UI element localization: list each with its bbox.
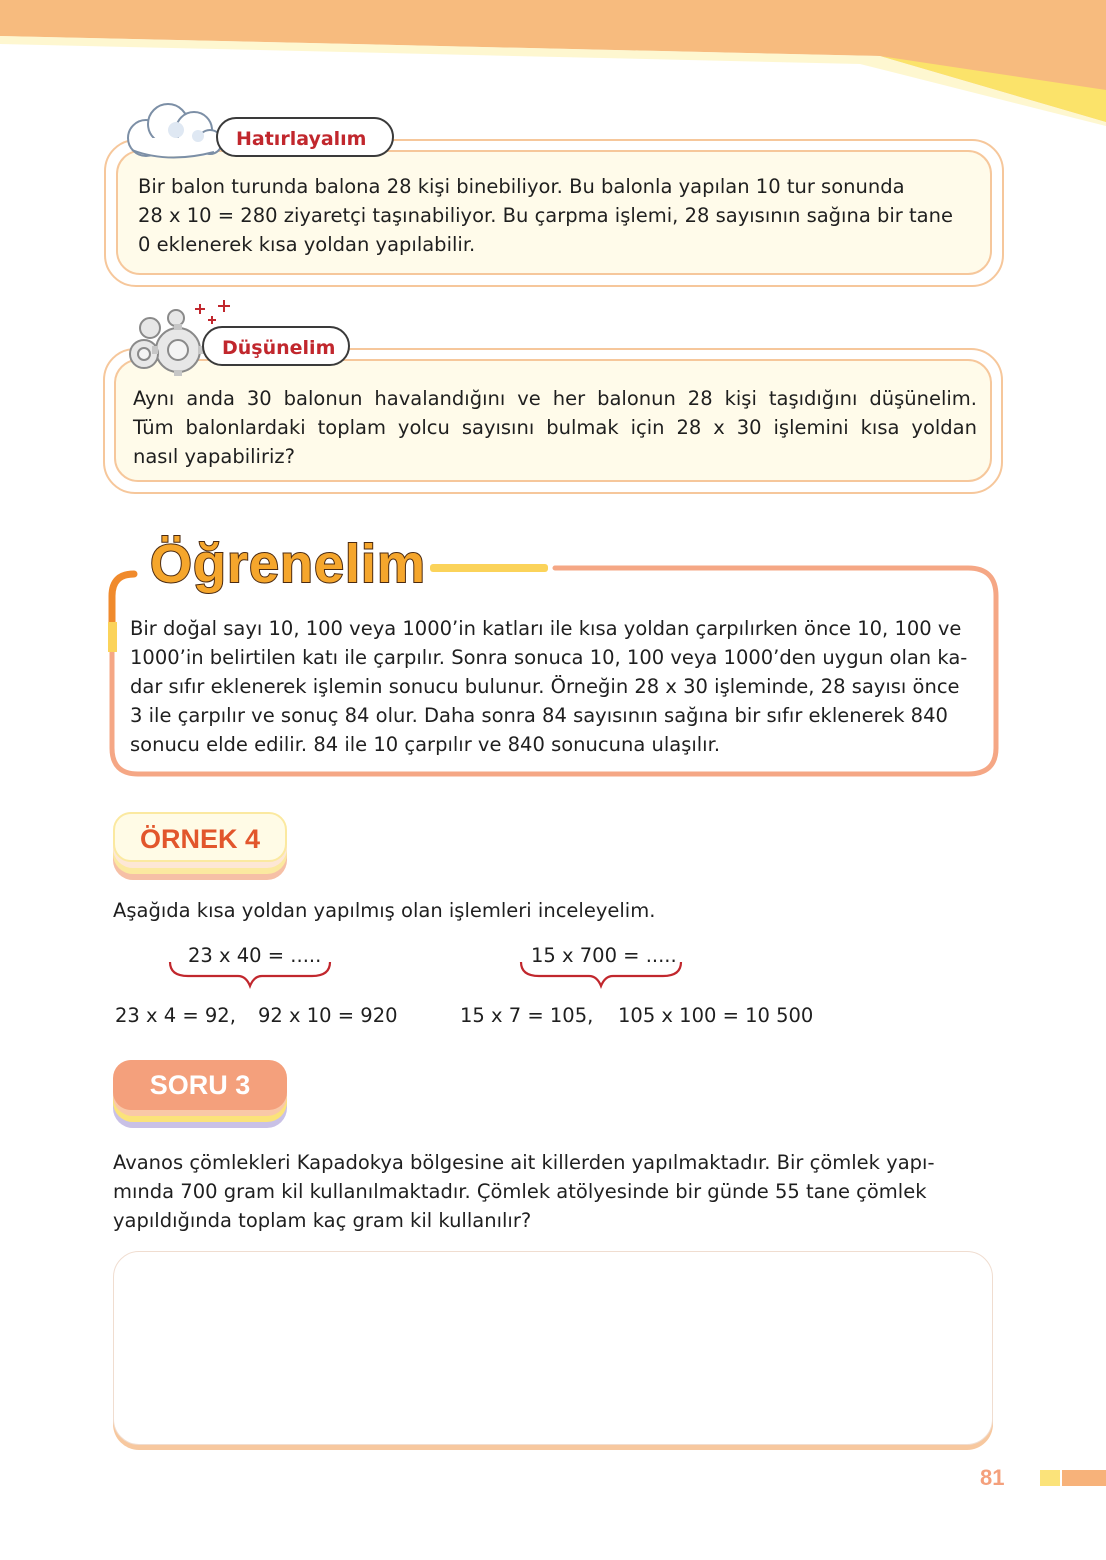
dusunelim-text <box>133 384 977 471</box>
ogrenelim-line: Bir doğal sayı 10, 100 veya 1000’in katları ile kısa yoldan çarpılırken önce 10, 100 ve <box>130 617 962 640</box>
hatirlayalim-line: 0 eklenerek kısa yoldan yapılabilir. <box>138 233 476 256</box>
ogrenelim-line: 3 ile çarpılır ve sonuç 84 olur. Daha sonra 84 sayısının sağına bir sıfır eklenerek 840 <box>130 704 948 727</box>
example-1-expression: 23 x 40 = ..... <box>188 944 322 967</box>
soru-text <box>113 1148 993 1235</box>
example-2-expression: 15 x 700 = ..... <box>531 944 677 967</box>
soru-line: yapıldığında toplam kaç gram kil kullanılır? <box>113 1209 532 1232</box>
soru-line: Avanos çömlekleri Kapadokya bölgesine ait killerden yapılmaktadır. Bir çömlek yapı- <box>113 1151 935 1174</box>
ogrenelim-line: dar sıfır eklenerek işlemin sonucu bulunur. Örneğin 28 x 30 işleminde, 28 sayısı önce <box>130 675 960 698</box>
example-1-step1: 23 x 4 = 92, <box>115 1004 236 1027</box>
ogrenelim-line: 1000’in belirtilen katı ile çarpılır. Sonra sonuca 10, 100 veya 1000’den uygun olan ka- <box>130 646 968 669</box>
hatirlayalim-text <box>138 172 978 259</box>
soru-label: SORU 3 <box>113 1060 287 1110</box>
answer-box[interactable] <box>113 1251 993 1445</box>
ornek-label: ÖRNEK 4 <box>113 812 287 862</box>
ogrenelim-title: Öğrenelim <box>150 534 427 594</box>
dusunelim-box <box>114 359 992 482</box>
hatirlayalim-line: 28 x 10 = 280 ziyaretçi taşınabiliyor. Bu çarpma işlemi, 28 sayısının sağına bir tane <box>138 204 953 227</box>
ogrenelim-text <box>130 614 980 759</box>
example-2-step1: 15 x 7 = 105, <box>460 1004 594 1027</box>
example-2-brace <box>517 958 685 992</box>
ornek-tag <box>113 812 287 884</box>
hatirlayalim-title: Hatırlayalım <box>216 117 394 157</box>
hatirlayalim-line: Bir balon turunda balona 28 kişi binebiliyor. Bu balonla yapılan 10 tur sonunda <box>138 175 905 198</box>
ornek-intro: Aşağıda kısa yoldan yapılmış olan işlemleri inceleyelim. <box>113 899 656 922</box>
hatirlayalim-box <box>116 150 992 275</box>
soru-tag <box>113 1060 287 1132</box>
ogrenelim-line: sonucu elde edilir. 84 ile 10 çarpılır ve 840 sonucuna ulaşılır. <box>130 733 721 756</box>
dusunelim-line: nasıl yapabiliriz? <box>133 445 295 468</box>
dusunelim-line: Aynı anda 30 balonun havalandığını ve her balonun 28 kişi taşıdığını düşünelim. <box>133 387 977 410</box>
dusunelim-line: Tüm balonlardaki toplam yolcu sayısını bulmak için 28 x 30 işlemini kısa yoldan <box>133 416 977 439</box>
soru-line: mında 700 gram kil kullanılmaktadır. Çömlek atölyesinde bir günde 55 tane çömlek <box>113 1180 927 1203</box>
page-number: 81 <box>980 1465 1005 1490</box>
dusunelim-title: Düşünelim <box>202 326 350 366</box>
example-1-step2: 92 x 10 = 920 <box>258 1004 398 1027</box>
cloud-icon <box>118 100 228 164</box>
footer-bar-orange <box>1062 1470 1106 1486</box>
footer-bar-yellow <box>1040 1470 1060 1486</box>
example-2-step2: 105 x 100 = 10 500 <box>618 1004 814 1027</box>
example-1-brace <box>166 958 334 992</box>
